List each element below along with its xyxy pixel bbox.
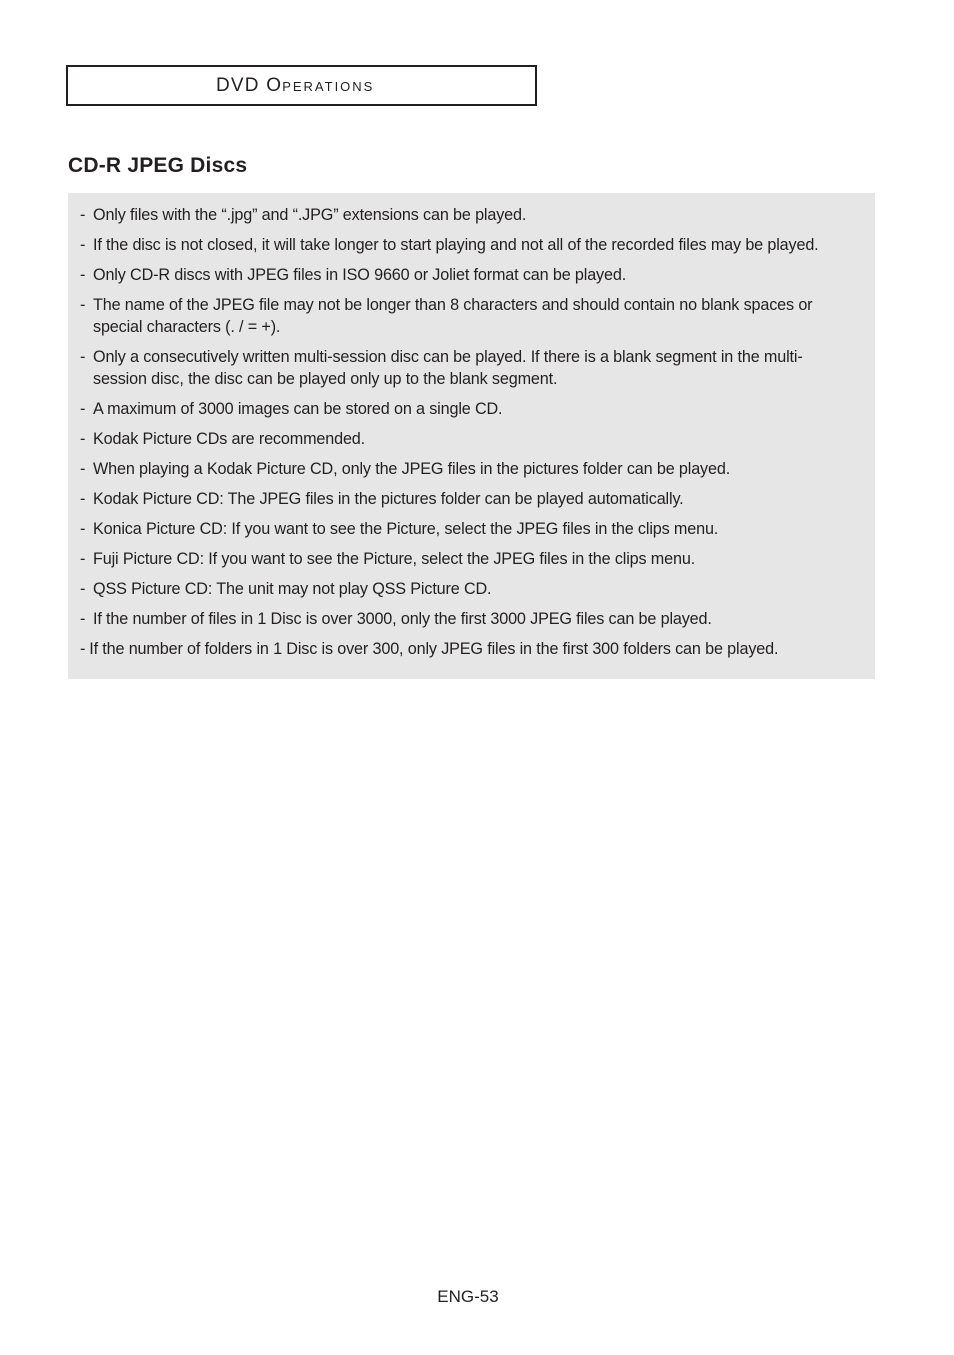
list-dash: - (80, 490, 86, 508)
list-item-text: Only a consecutively written multi-session disc can be played. If there is a blank segment in the multi-session disc, the disc can be played only up to the blank segment. (93, 348, 803, 388)
notes-box (68, 193, 875, 679)
section-header-dvd: DVD (216, 75, 260, 96)
list-item-text: Only CD-R discs with JPEG files in ISO 9660 or Joliet format can be played. (93, 266, 627, 284)
list-item (68, 294, 875, 338)
list-item-text: When playing a Kodak Picture CD, only the JPEG files in the pictures folder can be played. (93, 460, 731, 478)
list-dash: - (80, 520, 86, 538)
list-dash: - (80, 348, 86, 366)
list-item (68, 518, 875, 540)
section-header-perations: perations (282, 75, 375, 96)
section-header-o: O (266, 75, 283, 96)
list-item (68, 346, 875, 390)
notes-list (68, 204, 875, 660)
list-item (68, 204, 875, 226)
list-item (68, 578, 875, 600)
section-header-label (216, 67, 374, 104)
list-item-text: A maximum of 3000 images can be stored on a single CD. (93, 400, 503, 418)
list-item-text: If the disc is not closed, it will take longer to start playing and not all of the recorded files may be played. (93, 236, 819, 254)
list-item-text: Konica Picture CD: If you want to see the Picture, select the JPEG files in the clips menu. (93, 520, 719, 538)
list-item-text: QSS Picture CD: The unit may not play QSS Picture CD. (93, 580, 492, 598)
page-number: ENG-53 (437, 1287, 499, 1306)
list-dash: - (80, 550, 86, 568)
list-dash: - (80, 580, 86, 598)
list-dash: - (80, 400, 86, 418)
list-item-text: The name of the JPEG file may not be longer than 8 characters and should contain no blank spaces or special characters (. / = +). (93, 296, 813, 336)
page-title: CD-R JPEG Discs (68, 154, 248, 177)
list-dash: - (80, 206, 86, 224)
list-dash: - (80, 430, 86, 448)
list-item (68, 428, 875, 450)
list-item (68, 488, 875, 510)
section-header-box (66, 65, 537, 106)
list-item (68, 608, 875, 630)
list-item-text: Only files with the “.jpg” and “.JPG” extensions can be played. (93, 206, 527, 224)
list-item-text: Kodak Picture CDs are recommended. (93, 430, 366, 448)
list-dash: - (80, 296, 86, 314)
list-item-text: If the number of folders in 1 Disc is over 300, only JPEG files in the first 300 folders can be played. (89, 640, 779, 658)
list-item (68, 398, 875, 420)
list-item (68, 548, 875, 570)
list-item-text: Fuji Picture CD: If you want to see the Picture, select the JPEG files in the clips menu. (93, 550, 696, 568)
list-dash: - (80, 460, 86, 478)
list-dash: - (80, 610, 86, 628)
list-item-text: If the number of files in 1 Disc is over 3000, only the first 3000 JPEG files can be played. (93, 610, 712, 628)
list-item (68, 638, 875, 660)
list-item-text: Kodak Picture CD: The JPEG files in the pictures folder can be played automatically. (93, 490, 684, 508)
list-item (68, 264, 875, 286)
list-item (68, 458, 875, 480)
list-item (68, 234, 875, 256)
list-dash: - (80, 266, 86, 284)
list-dash: - (80, 236, 86, 254)
list-dash: - (80, 640, 86, 658)
